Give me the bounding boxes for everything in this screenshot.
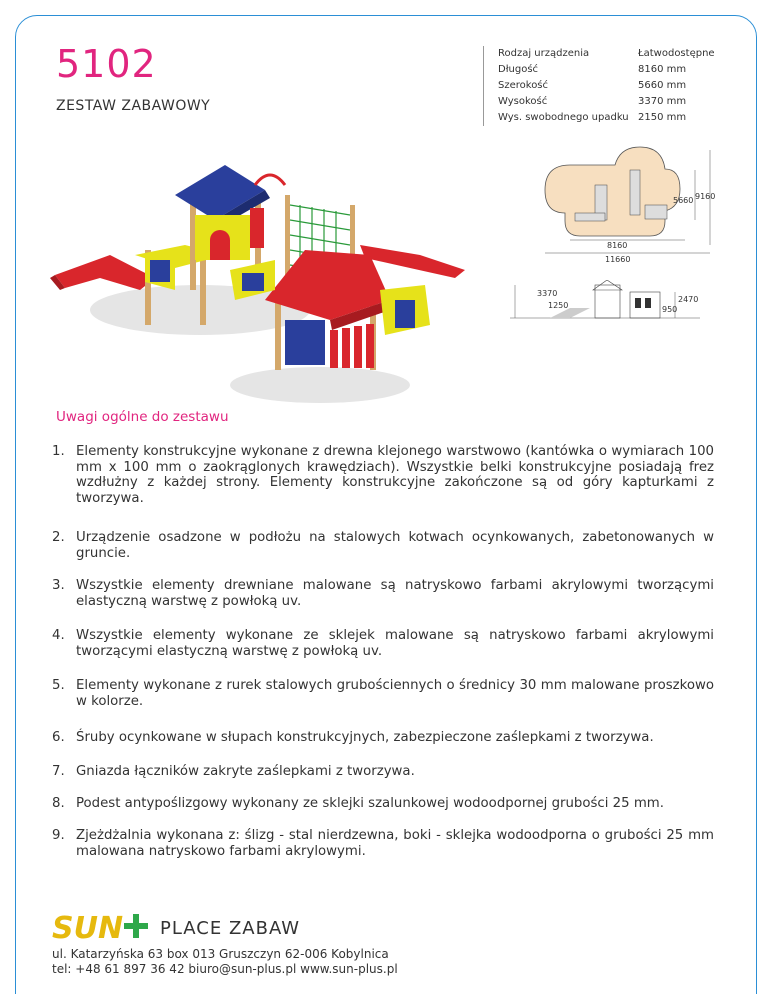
plan-length-outer: 11660 bbox=[605, 255, 631, 264]
side-platform: 950 bbox=[662, 305, 678, 314]
notes-title: Uwagi ogólne do zestawu bbox=[56, 409, 229, 425]
spec-row bbox=[498, 46, 715, 62]
list-item bbox=[52, 828, 714, 859]
item-number: 3. bbox=[52, 578, 65, 593]
spec-label: Szerokość bbox=[498, 80, 549, 91]
list-item bbox=[52, 764, 714, 780]
list-item bbox=[52, 730, 714, 746]
side-right-height: 2470 bbox=[678, 295, 699, 304]
spec-value: 8160 mm bbox=[638, 64, 687, 75]
spec-row bbox=[498, 62, 715, 78]
list-item bbox=[52, 678, 714, 709]
item-text: Wszystkie elementy wykonane ze sklejek malowane są natryskowo farbami akrylowymi tworzącymi elastyczną warstwę z powłoką uv. bbox=[76, 628, 714, 659]
spec-label: Wys. swobodnego upadku bbox=[498, 112, 629, 123]
item-text: Urządzenie osadzone w podłożu na stalowych kotwach ocynkowanych, zabetonowanych w gruncie. bbox=[76, 530, 714, 561]
spec-row bbox=[498, 110, 715, 126]
plan-length-inner: 8160 bbox=[607, 241, 628, 250]
spec-row bbox=[498, 78, 715, 94]
list-item bbox=[52, 796, 714, 812]
plan-width-inner: 5660 bbox=[673, 196, 694, 205]
list-item bbox=[52, 444, 714, 506]
plan-drawing bbox=[535, 145, 720, 265]
item-text: Elementy wykonane z rurek stalowych grubościennych o średnicy 30 mm malowane proszkowo w kolorze. bbox=[76, 678, 714, 709]
item-number: 6. bbox=[52, 730, 65, 745]
item-text: Gniazda łączników zakryte zaślepkami z tworzywa. bbox=[76, 764, 415, 779]
item-text: Wszystkie elementy drewniane malowane są natryskowo farbami akrylowymi tworzącymi elastyczną warstwę z powłoką uv. bbox=[76, 578, 714, 609]
product-code: 5102 bbox=[56, 42, 157, 86]
footer-contact-line: tel: +48 61 897 36 42 biuro@sun-plus.pl www.sun-plus.pl bbox=[52, 962, 398, 976]
spec-value: 5660 mm bbox=[638, 80, 687, 91]
spec-value: Łatwodostępne bbox=[638, 48, 715, 59]
footer-address: ul. Katarzyńska 63 box 013 Gruszczyn 62-006 Kobylnica bbox=[52, 947, 389, 961]
item-number: 7. bbox=[52, 764, 65, 779]
item-text: Śruby ocynkowane w słupach konstrukcyjnych, zabezpieczone zaślepkami z tworzywa. bbox=[76, 730, 654, 745]
list-item bbox=[52, 578, 714, 609]
side-fall-height: 1250 bbox=[548, 301, 569, 310]
spec-table bbox=[483, 46, 715, 126]
item-number: 8. bbox=[52, 796, 65, 811]
playground-illustration bbox=[50, 160, 470, 405]
item-text: Podest antypoślizgowy wykonany ze sklejki szalunkowej wodoodpornej grubości 25 mm. bbox=[76, 796, 664, 811]
item-text: Elementy konstrukcyjne wykonane z drewna klejonego warstwowo (kantówka o wymiarach 100 mm x 100 mm o zaokrąglonych krawędziach). Wszystkie belki konstrukcyjne posiadają frez wzdłużny z każdej strony. Elementy konstrukcyjne zakończone są od góry kapturkami z tworzywa. bbox=[76, 444, 714, 506]
spec-label: Wysokość bbox=[498, 96, 548, 107]
list-item bbox=[52, 628, 714, 659]
spec-value: 2150 mm bbox=[638, 112, 687, 123]
spec-value: 3370 mm bbox=[638, 96, 687, 107]
item-number: 5. bbox=[52, 678, 65, 693]
item-number: 9. bbox=[52, 828, 65, 843]
side-elevation-drawing bbox=[510, 280, 700, 330]
svg-text:SUN: SUN bbox=[52, 912, 124, 942]
spec-label: Długość bbox=[498, 64, 539, 75]
list-item bbox=[52, 530, 714, 561]
item-number: 1. bbox=[52, 444, 65, 459]
sun-plus-logo bbox=[52, 912, 152, 942]
product-subtitle: ZESTAW ZABAWOWY bbox=[56, 98, 211, 114]
item-number: 4. bbox=[52, 628, 65, 643]
side-height: 3370 bbox=[537, 289, 558, 298]
item-number: 2. bbox=[52, 530, 65, 545]
spec-label: Rodzaj urządzenia bbox=[498, 48, 590, 59]
plan-width-outer: 9160 bbox=[695, 192, 716, 201]
brand-tagline: PLACE ZABAW bbox=[160, 918, 301, 939]
spec-row bbox=[498, 94, 715, 110]
item-text: Zjeżdżalnia wykonana z: ślizg - stal nierdzewna, boki - sklejka wodoodporna o grubości 25 mm malowana natryskowo farbami akrylowymi. bbox=[76, 828, 714, 859]
footer-contact bbox=[52, 947, 398, 977]
